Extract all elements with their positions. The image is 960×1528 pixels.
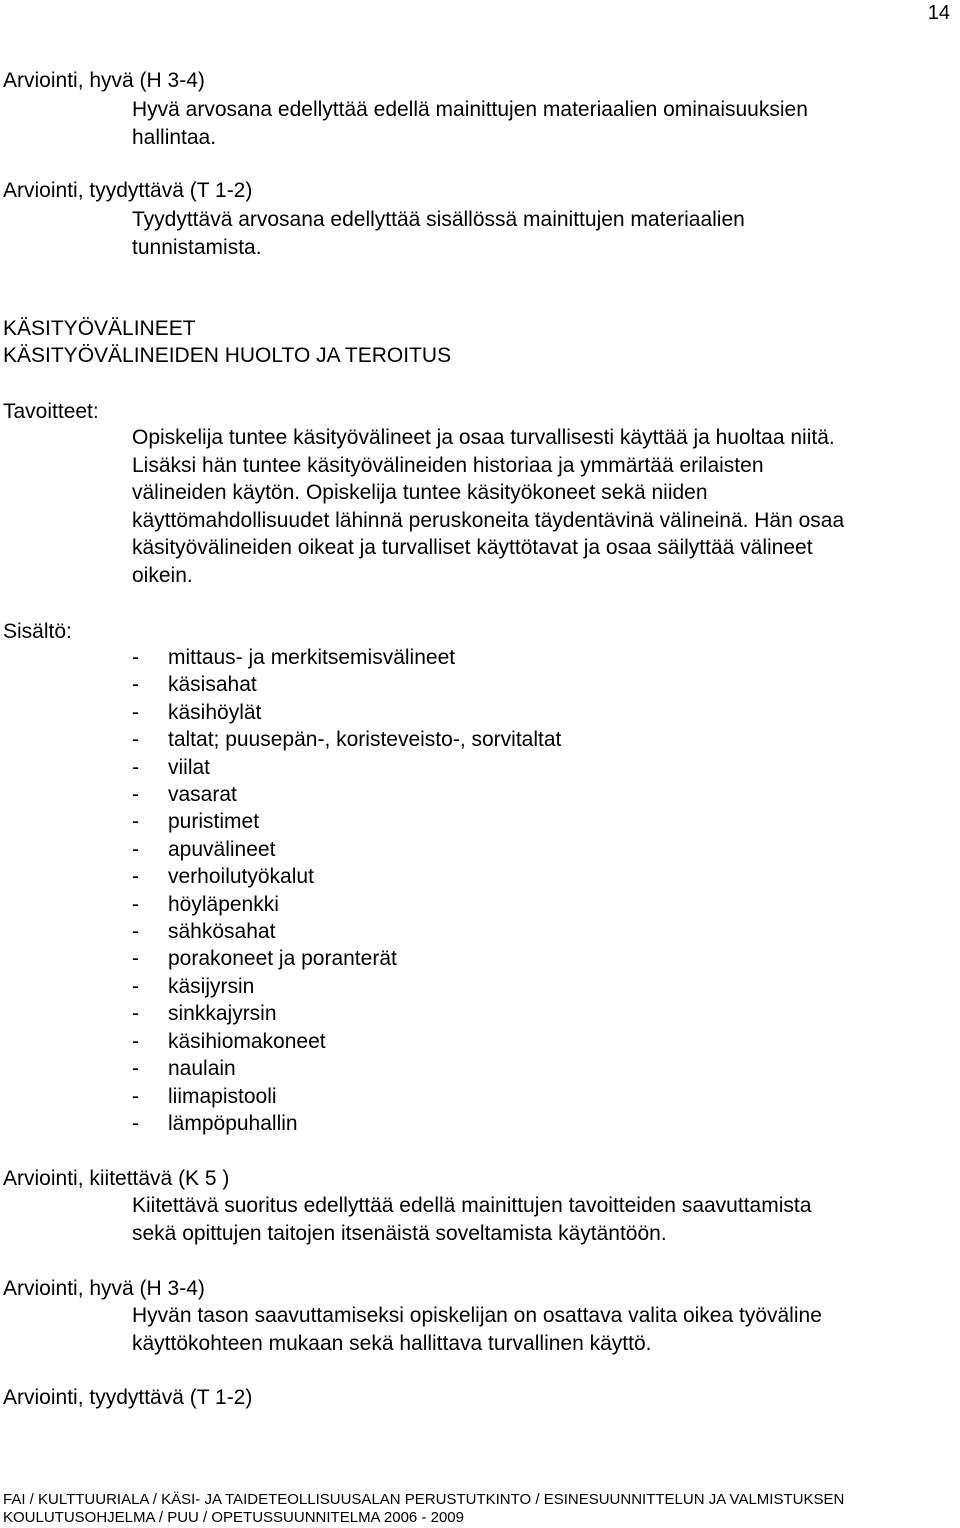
text-line: välineiden käytön. Opiskelija tuntee käsityökoneet sekä niiden	[132, 481, 708, 504]
list-item-text: puristimet	[168, 810, 260, 834]
text-line: hallintaa.	[132, 125, 217, 149]
list-item	[132, 671, 561, 698]
list-item	[132, 1028, 561, 1055]
list-item	[132, 781, 561, 808]
eval-satisfactory-heading-2: Arviointi, tyydyttävä (T 1-2)	[3, 1386, 253, 1409]
list-bullet: -	[132, 700, 139, 724]
text-line: Hyvä arvosana edellyttää edellä mainittujen materiaalien ominaisuuksien	[132, 98, 808, 121]
list-bullet: -	[132, 1029, 139, 1053]
list-item	[132, 891, 561, 918]
text-line: oikein.	[132, 563, 193, 587]
text-line: Lisäksi hän tuntee käsityövälineiden historiaa ja ymmärtää erilaisten	[132, 453, 764, 477]
list-item	[132, 1000, 561, 1027]
section-subtitle: KÄSITYÖVÄLINEIDEN HUOLTO JA TEROITUS	[3, 344, 452, 367]
list-bullet: -	[132, 1084, 139, 1108]
list-bullet: -	[132, 646, 139, 669]
list-bullet: -	[132, 728, 139, 752]
list-bullet: -	[132, 1057, 139, 1081]
list-item	[132, 808, 561, 835]
list-item	[132, 945, 561, 972]
eval-good-text-1	[132, 96, 922, 151]
footer-line: FAI / KULTTUURIALA / KÄSI- JA TAIDETEOLLISUUSALAN PERUSTUTKINTO / ESINESUUNNITTELUN JA VALMISTUKSEN	[3, 1491, 845, 1508]
list-item-text: lämpöpuhallin	[168, 1111, 298, 1135]
content-list	[132, 644, 561, 1137]
list-bullet: -	[132, 810, 139, 834]
list-item-text: sähkösahat	[168, 920, 276, 944]
list-item-text: höyläpenkki	[168, 892, 279, 916]
list-item	[132, 973, 561, 1000]
text-line: käsityövälineiden oikeat ja turvalliset käyttötavat ja osaa säilyttää välineet	[132, 536, 813, 559]
list-bullet: -	[132, 837, 139, 861]
eval-good-heading-2: Arviointi, hyvä (H 3-4)	[3, 1277, 205, 1300]
list-item	[132, 644, 561, 671]
list-bullet: -	[132, 920, 139, 944]
list-bullet: -	[132, 892, 139, 916]
section-title: KÄSITYÖVÄLINEET	[3, 317, 196, 340]
text-line: sekä opittujen taitojen itsenäistä soveltamista käytäntöön.	[132, 1221, 667, 1245]
list-item-text: apuvälineet	[168, 837, 276, 861]
list-item-text: käsihöylät	[168, 700, 262, 724]
list-item-text: mittaus- ja merkitsemisvälineet	[168, 646, 456, 669]
text-line: käyttömahdollisuudet lähinnä peruskoneita täydentävinä välineinä. Hän osaa	[132, 508, 845, 532]
list-item-text: vasarat	[168, 783, 237, 807]
list-item	[132, 1110, 561, 1137]
list-item-text: liimapistooli	[168, 1084, 277, 1108]
list-item-text: porakoneet ja poranterät	[168, 947, 397, 971]
eval-excellent-heading: Arviointi, kiitettävä (K 5 )	[3, 1167, 230, 1190]
page-number: 14	[927, 2, 950, 24]
list-item-text: verhoilutyökalut	[168, 865, 314, 889]
footer-line: KOULUTUSOHJELMA / PUU / OPETUSSUUNNITELMA 2006 - 2009	[3, 1509, 464, 1526]
list-item-text: käsihiomakoneet	[168, 1029, 326, 1053]
list-item	[132, 918, 561, 945]
list-item-text: naulain	[168, 1057, 236, 1081]
text-line: Kiitettävä suoritus edellyttää edellä mainittujen tavoitteiden saavuttamista	[132, 1194, 812, 1217]
list-bullet: -	[132, 974, 139, 998]
list-bullet: -	[132, 783, 139, 807]
list-bullet: -	[132, 755, 139, 779]
list-item-text: sinkkajyrsin	[168, 1002, 277, 1026]
eval-satisfactory-heading-1: Arviointi, tyydyttävä (T 1-2)	[3, 179, 253, 202]
text-line: Tyydyttävä arvosana edellyttää sisällössä mainittujen materiaalien	[132, 208, 745, 231]
list-item	[132, 1055, 561, 1082]
eval-good-heading-1: Arviointi, hyvä (H 3-4)	[3, 69, 205, 92]
content-label: Sisältö:	[3, 620, 72, 643]
list-bullet: -	[132, 1002, 139, 1026]
list-item	[132, 726, 561, 753]
list-bullet: -	[132, 1111, 139, 1135]
list-item	[132, 863, 561, 890]
footer	[3, 1491, 844, 1527]
list-bullet: -	[132, 865, 139, 889]
eval-good-text-2	[132, 1302, 922, 1357]
list-bullet: -	[132, 673, 139, 697]
goals-text	[132, 424, 922, 589]
text-line: Opiskelija tuntee käsityövälineet ja osaa turvallisesti käyttää ja huoltaa niitä.	[132, 426, 835, 449]
list-item-text: taltat; puusepän-, koristeveisto-, sorvitaltat	[168, 728, 562, 752]
list-item	[132, 754, 561, 781]
list-bullet: -	[132, 947, 139, 971]
text-line: Hyvän tason saavuttamiseksi opiskelijan on osattava valita oikea työväline	[132, 1304, 822, 1327]
list-item-text: käsijyrsin	[168, 974, 255, 998]
list-item	[132, 1083, 561, 1110]
list-item-text: käsisahat	[168, 673, 257, 697]
eval-excellent-text	[132, 1192, 922, 1247]
list-item	[132, 699, 561, 726]
text-line: tunnistamista.	[132, 235, 262, 259]
list-item-text: viilat	[168, 755, 211, 779]
goals-label: Tavoitteet:	[3, 400, 99, 423]
eval-satisfactory-text-1	[132, 206, 922, 261]
text-line: käyttökohteen mukaan sekä hallittava turvallinen käyttö.	[132, 1331, 652, 1355]
list-item	[132, 836, 561, 863]
